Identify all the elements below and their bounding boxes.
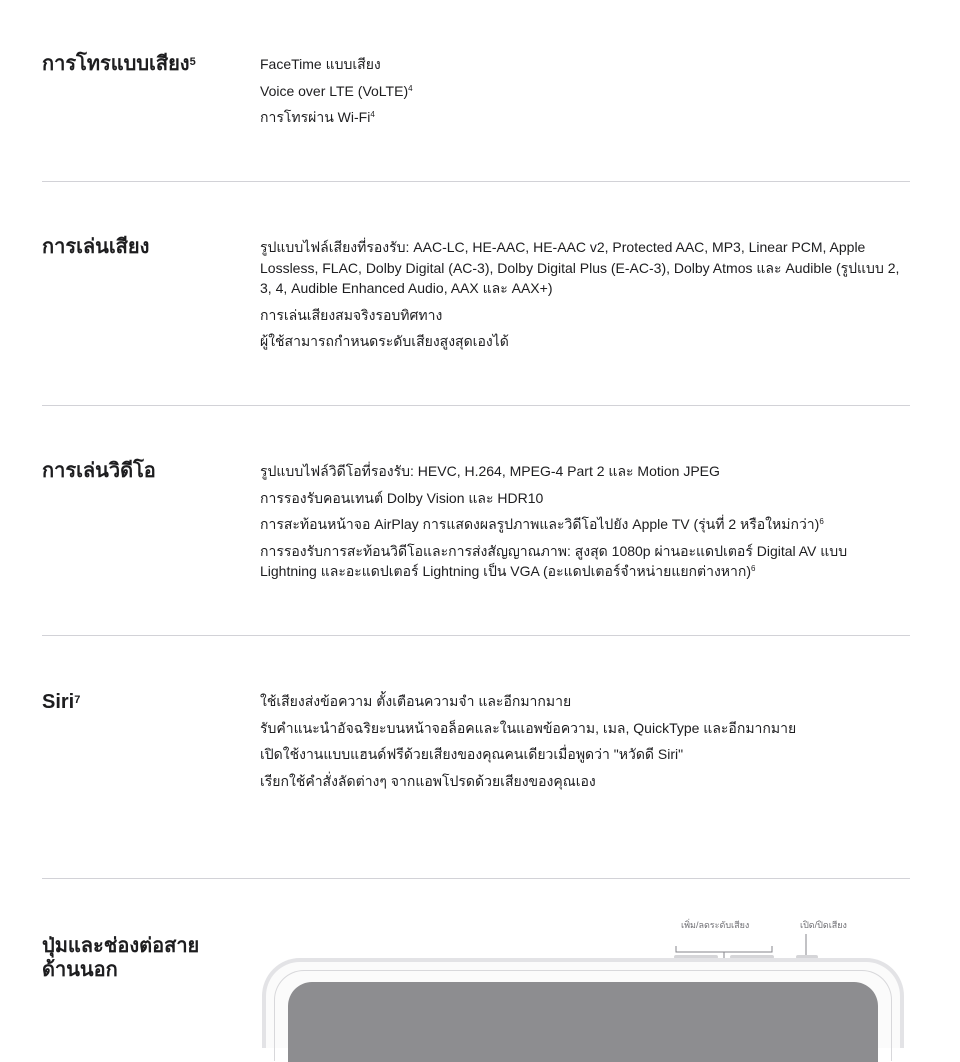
spec-item: การโทรผ่าน Wi-Fi$^4$ <box>260 109 375 125</box>
spec-item: FaceTime แบบเสียง <box>260 56 381 72</box>
spec-item: เรียกใช้คำสั่งลัดต่างๆ จากแอพโปรดด้วยเสียงของคุณเอง <box>260 772 596 789</box>
ringer-callout-label: เปิด/ปิดเสียง <box>800 920 847 930</box>
spec-list <box>260 691 900 797</box>
section-title: Siri$^7$ <box>42 691 81 713</box>
section-audio-playback <box>42 235 910 355</box>
section-title: การโทรแบบเสียง$^5$ <box>42 53 196 75</box>
spec-item: การเล่นเสียงสมจริงรอบทิศทาง <box>260 306 443 323</box>
section-divider <box>42 405 910 406</box>
section-video-playback <box>42 459 910 589</box>
section-divider <box>42 181 910 182</box>
spec-list <box>260 237 900 358</box>
iphone-outline <box>262 958 904 1048</box>
section-title: ปุ่มและช่องต่อสายด้านนอก <box>42 935 200 981</box>
spec-item: การสะท้อนหน้าจอ AirPlay การแสดงผลรูปภาพและวิดีโอไปยัง Apple TV (รุ่นที่ 2 หรือใหม่กว่า)$^6$ <box>260 516 824 532</box>
spec-item: Voice over LTE (VoLTE)$^4$ <box>260 82 413 99</box>
iphone-screen <box>288 982 878 1062</box>
spec-item: การรองรับคอนเทนต์ Dolby Vision และ HDR10 <box>260 489 544 506</box>
volume-callout-label: เพิ่ม/ลดระดับเสียง <box>681 920 750 930</box>
spec-item: เปิดใช้งานแบบแฮนด์ฟรีด้วยเสียงของคุณคนเดียวเมื่อพูดว่า "หวัดดี Siri" <box>260 746 684 762</box>
section-title: การเล่นเสียง <box>42 236 150 258</box>
section-divider <box>42 878 910 879</box>
spec-list <box>260 461 900 588</box>
section-voice-calling <box>42 52 910 132</box>
spec-item: การรองรับการสะท้อนวิดีโอและการส่งสัญญาณภาพ: สูงสุด 1080p ผ่านอะแดปเตอร์ Digital AV แบบ Lightning และอะแดปเตอร์ Lightning เป็น VGA (อะแดปเตอร์จำหน่ายแยกต่างหาก)$^6$ <box>260 542 848 579</box>
section-divider <box>42 635 910 636</box>
section-siri <box>42 690 910 810</box>
spec-item: ใช้เสียงส่งข้อความ ตั้งเตือนความจำ และอีกมากมาย <box>260 693 572 709</box>
spec-item: รูปแบบไฟล์เสียงที่รองรับ: AAC-LC, HE-AAC, HE-AAC v2, Protected AAC, MP3, Linear PCM, Apple Lossless, FLAC, Dolby Digital (AC-3), Dolby Digital Plus (E-AC-3), Dolby Atmos และ Audible (รูปแบบ 2, 3, 4, Audible Enhanced Audio, AAX และ AAX+) <box>260 239 900 296</box>
spec-item: รับคำแนะนำอัจฉริยะบนหน้าจอล็อคและในแอพข้อความ, เมล, QuickType และอีกมากมาย <box>260 719 797 736</box>
spec-item: รูปแบบไฟล์วิดีโอที่รองรับ: HEVC, H.264, MPEG-4 Part 2 และ Motion JPEG <box>260 463 720 479</box>
spec-item: ผู้ใช้สามารถกำหนดระดับเสียงสูงสุดเองได้ <box>260 333 509 349</box>
spec-list <box>260 54 900 134</box>
section-title: การเล่นวิดีโอ <box>42 460 156 482</box>
